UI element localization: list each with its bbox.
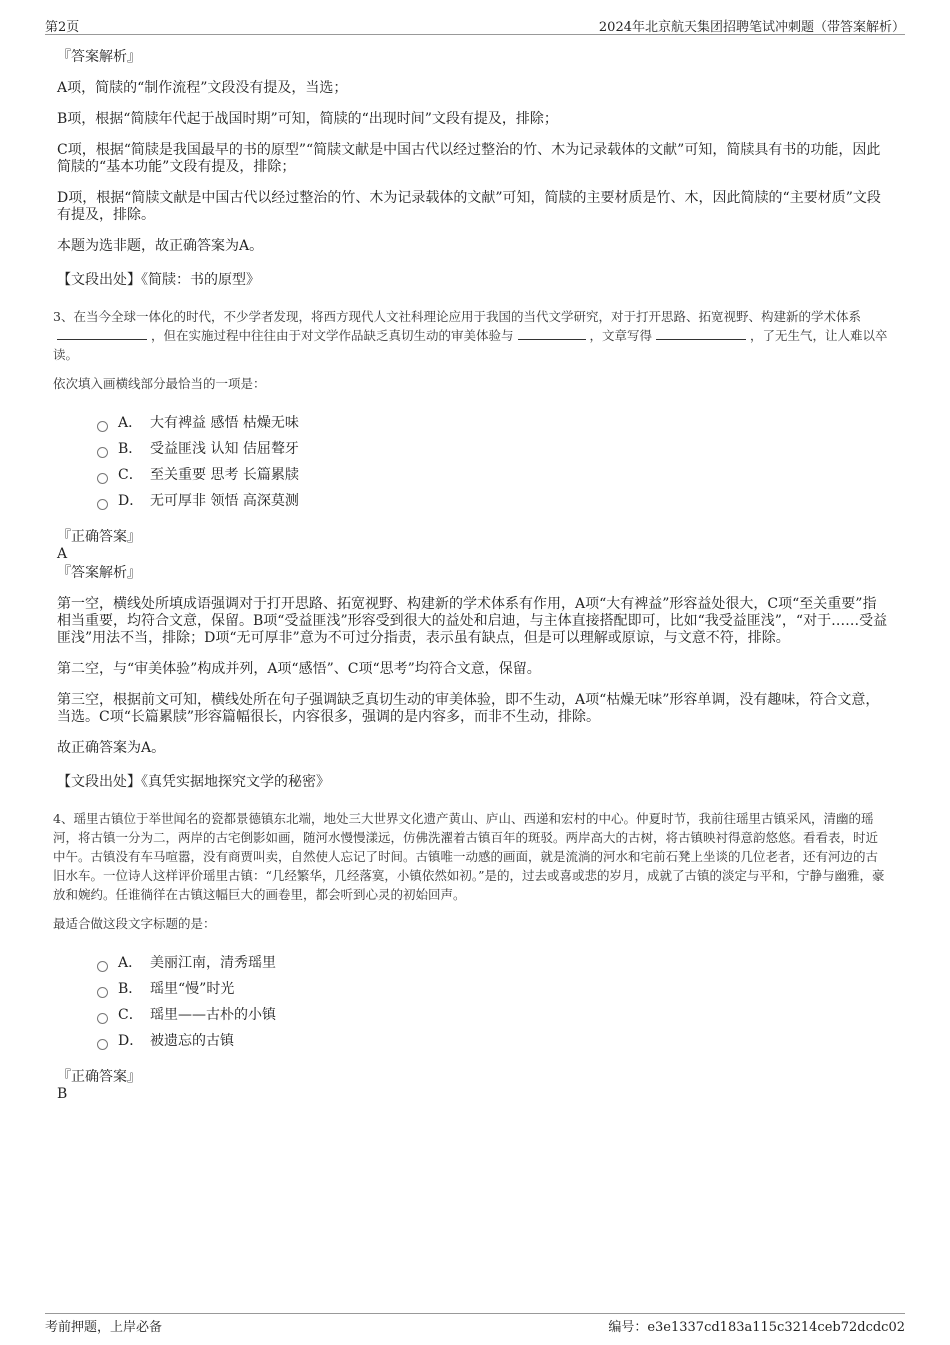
- radio-icon[interactable]: [97, 1013, 108, 1024]
- correct-answer-label: 『正确答案』: [57, 1069, 141, 1085]
- fill-blank: [57, 329, 147, 340]
- option-letter: D．: [118, 1033, 144, 1049]
- option-text: 瑶里——古朴的小镇: [150, 1007, 276, 1023]
- option-a[interactable]: [97, 950, 890, 976]
- analysis-paragraph: 第二空，与“审美体验”构成并列，A项“感悟”、C项“思考”均符合文意，保留。: [57, 661, 541, 677]
- analysis-paragraph: D项，根据“简牍文献是中国古代以经过整治的竹、木为记录载体的文献”可知，简牍的主要材质是竹、木，因此简牍的“主要材质”文段有提及，排除。: [57, 190, 881, 223]
- fill-blank: [518, 329, 586, 340]
- option-text: 被遗忘的古镇: [150, 1033, 234, 1049]
- analysis-paragraph: 第一空，横线处所填成语强调对于打开思路、拓宽视野、构建新的学术体系有作用，A项“大有裨益”形容益处很大，C项“至关重要”指相当重要，均符合文意，保留。B项“受益匪浅”形容受到很大的益处和启迪，与主体直接搭配即可，比如“我受益匪浅”，“对于……受益匪浅”用法不当，排除；D项“无可厚非”意为不可过分指责，表示虽有缺点，但是可以理解或原谅，与文意不符，排除。: [57, 596, 888, 646]
- option-c[interactable]: [97, 462, 890, 488]
- radio-icon[interactable]: [97, 447, 108, 458]
- option-c[interactable]: [97, 1002, 890, 1028]
- correct-answer-label: 『正确答案』: [57, 529, 141, 545]
- analysis-paragraph: B项，根据“简牍年代起于战国时期”可知，简牍的“出现时间”文段有提及，排除；: [57, 111, 558, 127]
- question-3-text: [53, 307, 890, 364]
- option-d[interactable]: [97, 488, 890, 514]
- fill-blank: [656, 329, 746, 340]
- page-header: [45, 14, 905, 35]
- correct-answer: B: [57, 1086, 68, 1102]
- question-3-text-part: ，了无生气，让人难以卒读。: [53, 328, 888, 362]
- option-text: 无可厚非 领悟 高深莫测: [150, 493, 299, 509]
- radio-icon[interactable]: [97, 961, 108, 972]
- question-4-prompt: 最适合做这段文字标题的是：: [53, 916, 216, 931]
- option-letter: B．: [118, 981, 143, 997]
- option-text: 瑶里“慢”时光: [150, 981, 235, 997]
- option-letter: A．: [118, 955, 143, 971]
- question-4-options: [97, 950, 890, 1054]
- option-letter: A．: [118, 415, 143, 431]
- radio-icon[interactable]: [97, 421, 108, 432]
- option-b[interactable]: [97, 976, 890, 1002]
- option-text: 受益匪浅 认知 佶屈聱牙: [150, 441, 299, 457]
- analysis-paragraph: A项，简牍的“制作流程”文段没有提及，当选；: [57, 80, 348, 96]
- footer-slogan: 考前押题，上岸必备: [45, 1320, 163, 1335]
- page-footer: [45, 1313, 905, 1334]
- analysis-paragraph: 第三空，根据前文可知，横线处所在句子强调缺乏真切生动的审美体验，即不生动，A项“枯燥无味”形容单调，没有趣味，符合文意，当选。C项“长篇累牍”形容篇幅很长，内容很多，强调的是内容多，而非不生动，排除。: [57, 692, 880, 725]
- analysis-paragraph: 故正确答案为A。: [57, 740, 166, 756]
- analysis-label: 『答案解析』: [57, 49, 141, 65]
- option-a[interactable]: [97, 410, 890, 436]
- radio-icon[interactable]: [97, 473, 108, 484]
- radio-icon[interactable]: [97, 499, 108, 510]
- analysis-label: 『答案解析』: [57, 565, 141, 581]
- correct-answer: A: [57, 546, 68, 562]
- question-3-prompt: 依次填入画横线部分最恰当的一项是：: [53, 376, 266, 391]
- option-letter: C．: [118, 1007, 143, 1023]
- question-4-text: 4、瑶里古镇位于举世闻名的瓷都景德镇东北端，地处三大世界文化遗产黄山、庐山、西递和宏村的中心。仲夏时节，我前往瑶里古镇采风，清幽的瑶河，将古镇一分为二，两岸的古宅倒影如画，随河水慢慢漾远，仿佛洗濯着古镇百年的斑驳。两岸高大的古树，将古镇映衬得意韵悠悠。看看表，时近中午。古镇没有车马喧嚣，没有商贾叫卖，自然使人忘记了时间。古镇唯一动感的画面，就是流淌的河水和宅前石凳上坐谈的几位老者，还有河边的古旧水车。一位诗人这样评价瑶里古镇：“几经繁华，几经落寞，小镇依然如初。”是的，过去或喜或悲的岁月，成就了古镇的淡定与平和，宁静与幽雅，豪放和婉约。任谁徜徉在古镇这幅巨大的画卷里，都会听到心灵的初始回声。: [53, 811, 885, 902]
- option-text: 大有裨益 感悟 枯燥无味: [150, 415, 299, 431]
- option-letter: B．: [118, 441, 143, 457]
- question-3-options: [97, 410, 890, 514]
- option-d[interactable]: [97, 1028, 890, 1054]
- document-id: 编号：e3e1337cd183a115c3214ceb72dcdc02: [608, 1320, 905, 1335]
- analysis-paragraph: C项，根据“简牍是我国最早的书的原型”“简牍文献是中国古代以经过整治的竹、木为记录载体的文献”可知，简牍具有书的功能，因此简牍的“基本功能”文段有提及，排除；: [57, 142, 881, 175]
- page-number: 第2页: [45, 20, 80, 35]
- radio-icon[interactable]: [97, 987, 108, 998]
- question-3-text-part: ，但在实施过程中往往由于对文学作品缺乏真切生动的审美体验与: [151, 328, 514, 343]
- analysis-paragraph: 本题为选非题，故正确答案为A。: [57, 238, 264, 254]
- question-3-text-part: 3、在当今全球一体化的时代，不少学者发现，将西方现代人文社科理论应用于我国的当代文学研究，对于打开思路、拓宽视野、构建新的学术体系: [53, 309, 861, 324]
- document-title: 2024年北京航天集团招聘笔试冲刺题（带答案解析）: [598, 20, 905, 35]
- source-citation: 【文段出处】《简牍：书的原型》: [57, 272, 260, 288]
- option-text: 美丽江南，清秀瑶里: [150, 955, 276, 971]
- page-content: [53, 46, 890, 1102]
- radio-icon[interactable]: [97, 1039, 108, 1050]
- option-letter: D．: [118, 493, 144, 509]
- option-b[interactable]: [97, 436, 890, 462]
- option-text: 至关重要 思考 长篇累牍: [150, 467, 299, 483]
- option-letter: C．: [118, 467, 143, 483]
- source-citation: 【文段出处】《真凭实据地探究文学的秘密》: [57, 774, 330, 790]
- question-3-text-part: ，文章写得: [589, 328, 653, 343]
